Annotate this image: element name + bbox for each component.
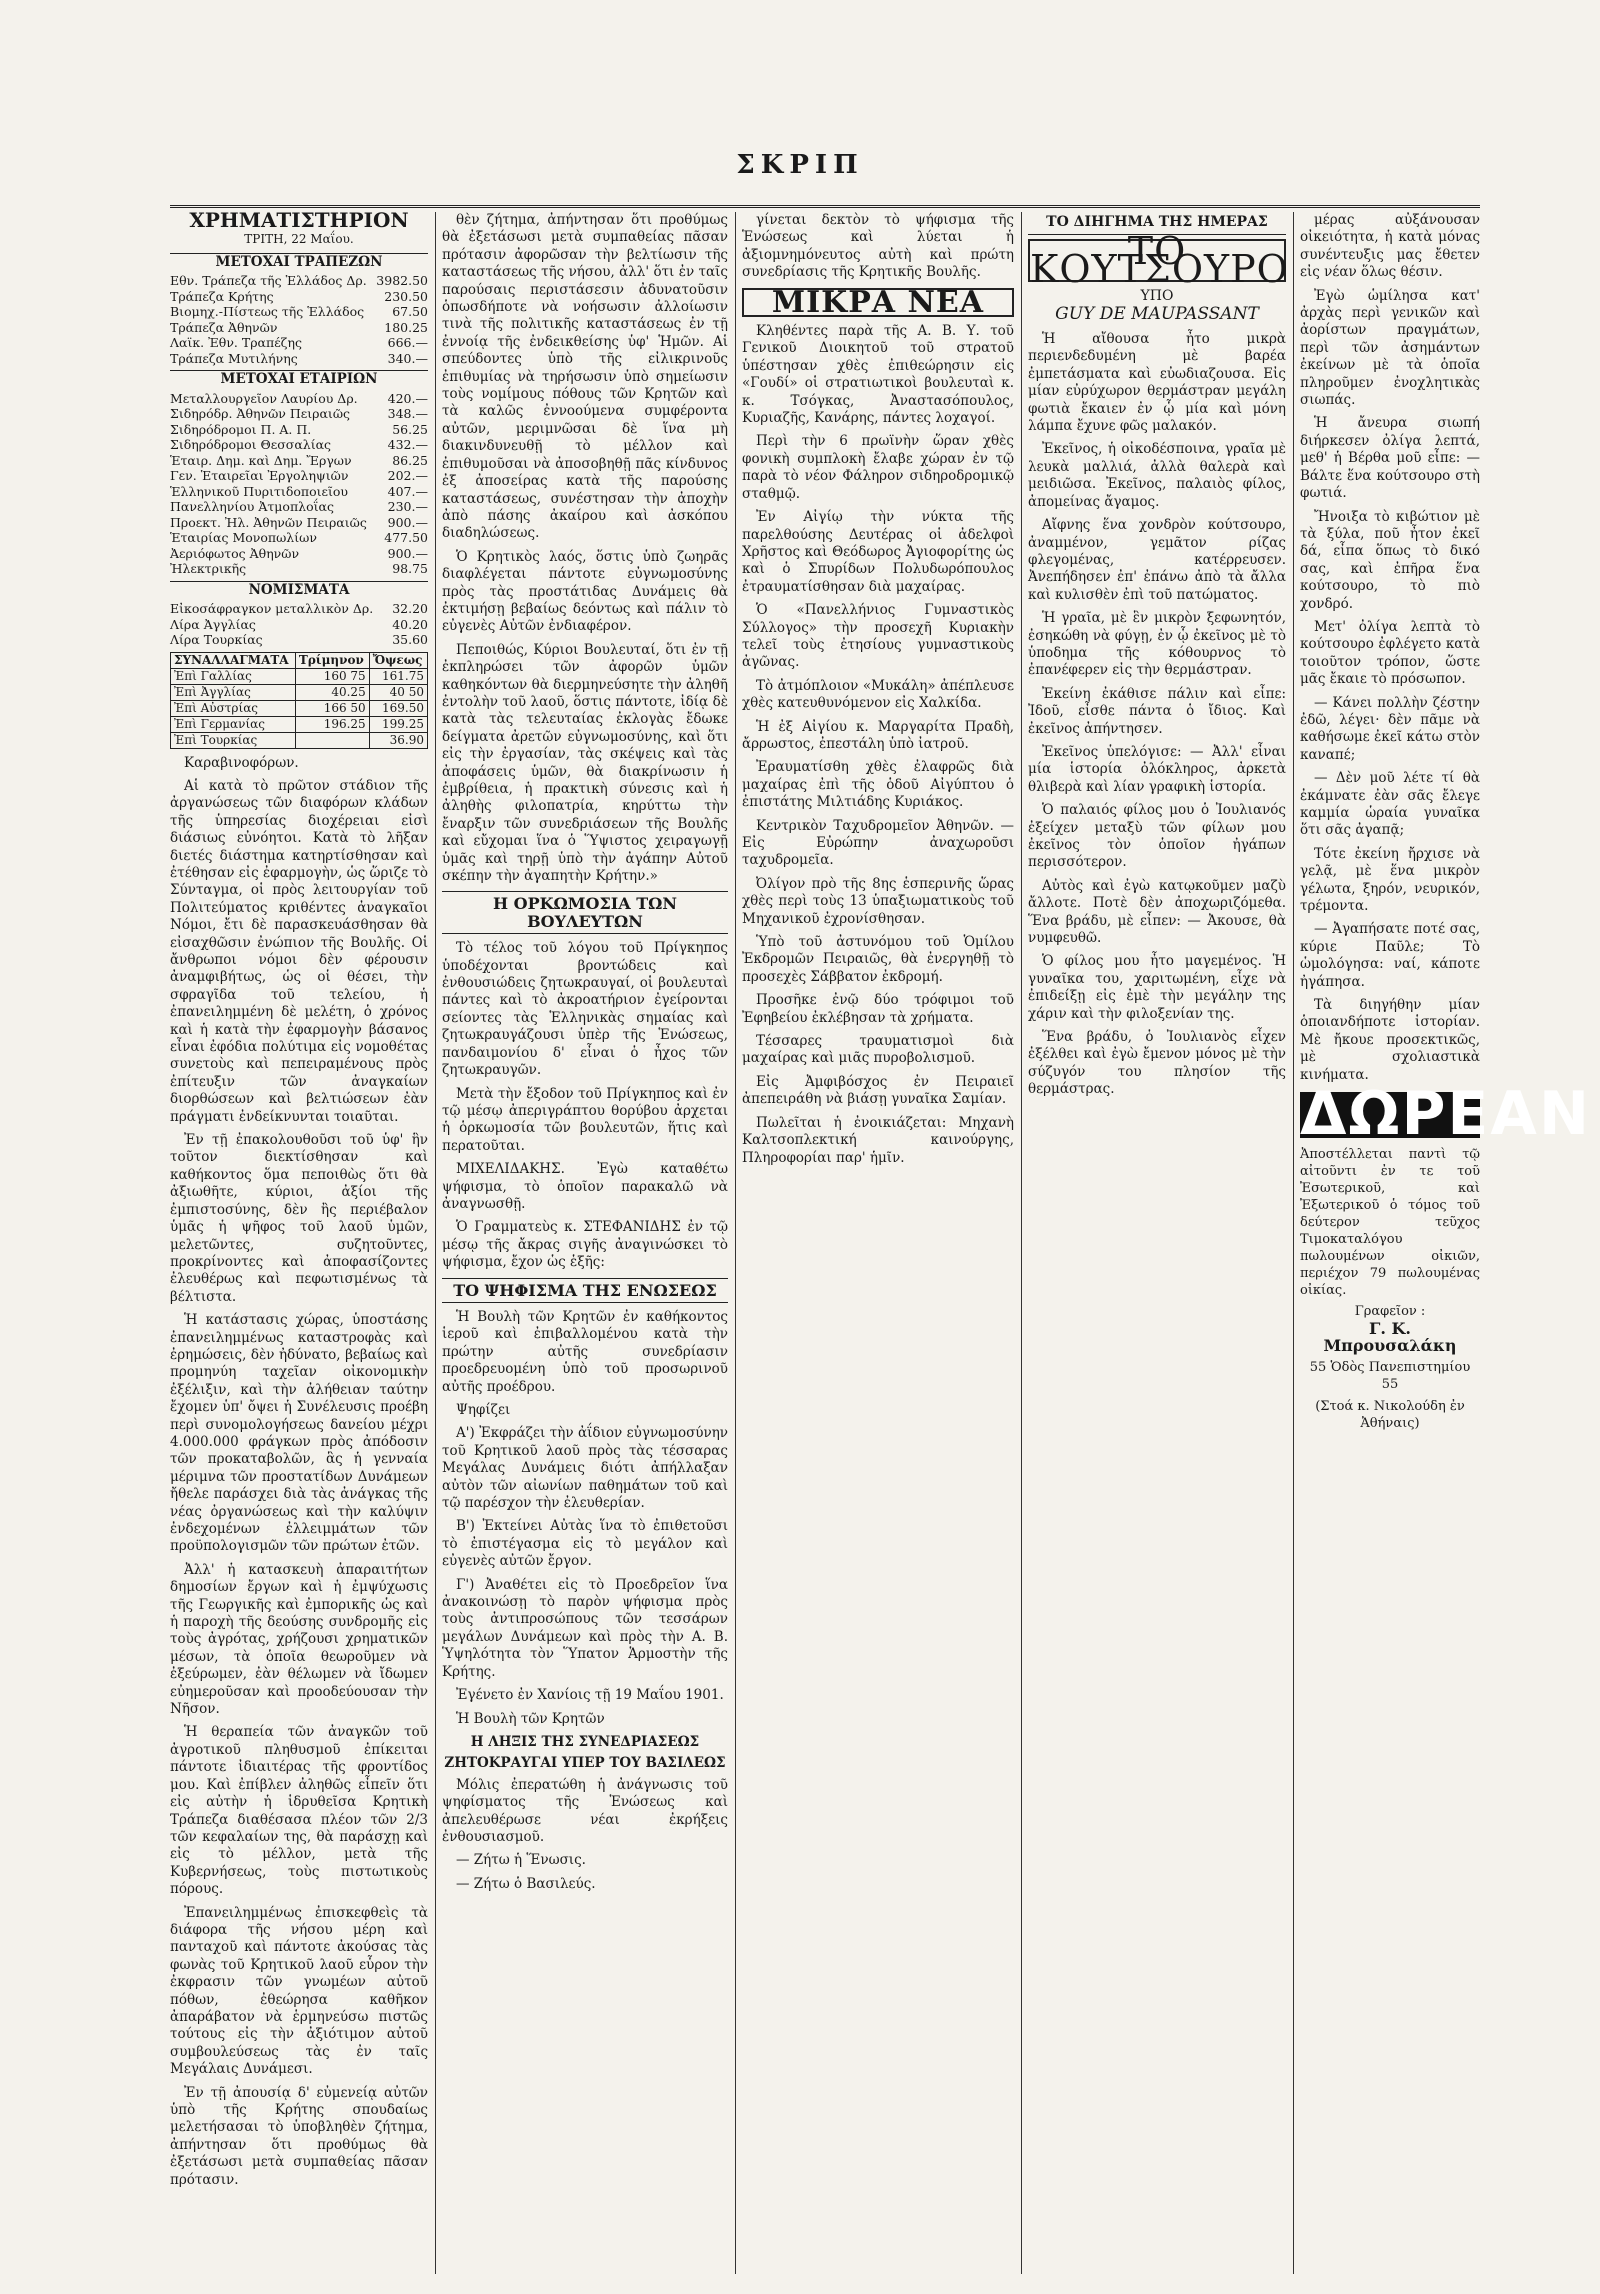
quote-name: Ἑταιρ. Δημ. καὶ Δημ. Ἔργων <box>170 452 352 468</box>
fx-header-cell: Τρίμηνον <box>295 652 369 668</box>
ad-label: Γραφεῖον : <box>1354 1303 1426 1319</box>
quote-value: 40.20 <box>392 616 428 632</box>
quote-name: Εἰκοσάφραγκον μεταλλικὸν Δρ. <box>170 601 374 617</box>
paragraph: Ἐκείνη ἐκάθισε πάλιν καὶ εἶπε: Ἰδοῦ, εἶσθε πάντα ὁ ἴδιος. Καὶ ἐκεῖνος ἀπήντησεν. <box>1028 685 1286 737</box>
fx-row <box>171 668 428 684</box>
paragraph: Ἡ θεραπεία τῶν ἀναγκῶν τοῦ ἀγροτικοῦ πληθυσμοῦ ἐπίκειται πάντοτε ἰδιαιτέρας τῆς φροντίδος μου. Καὶ ἐπίβλεν ἀληθῶς εἶπεῖν ὅτι εἰς αὐτὴν ἡ ἱδρυθεῖσα Κρητικὴ Τράπεζα διαθέσασα πλέον τῶν 2/3 τῶν κεφαλαίων της, θὰ παράσχῃ καὶ εἰς τὸ μέλλον, μετὰ τῆς Κυβερνήσεως, τοὺς πιστωτικοὺς πόρους. <box>170 1724 428 1898</box>
paragraph: Ἤνοιξα τὸ κιβώτιον μὲ τὰ ξύλα, ποῦ ἦτον ἐκεῖ δά, εἶπα ὅπως τὸ δικό σας, καὶ ἐπῆρα ἕνα κούτσουρο, τὸ πιὸ χονδρό. <box>1300 508 1480 612</box>
fx-row <box>171 732 428 748</box>
quote-value: 230.50 <box>384 288 428 304</box>
paragraph: Γ') Ἀναθέτει εἰς τὸ Προεδρεῖον ἵνα ἀνακοινώσῃ τὸ παρὸν ψήφισμα πρὸς τοὺς ἀντιπροσώπους τῶν τεσσάρων μεγάλων Δυνάμεων καὶ πρὸς τὴν Α. Β. Ὑψηλότητα τὸν Ὕπατον Ἁρμοστὴν τῆς Κρήτης. <box>442 1576 728 1680</box>
quote-row <box>170 617 428 633</box>
quote-row <box>170 391 428 407</box>
quote-row <box>170 601 428 617</box>
quote-value: 56.25 <box>392 421 428 437</box>
paragraph: Αἴφνης ἕνα χονδρὸν κούτσουρο, ἀναμμένον, γεμᾶτον ρίζας φλεγομένας, κατέρρευσεν. Ἀνεπήδησεν ἐπ' ἐπάνω ἀπὸ τὰ ἄλλα καὶ κυλισθὲν ἐπὶ τοῦ πατώματος. <box>1028 517 1286 603</box>
quote-name: Ἀεριόφωτος Ἀθηνῶν <box>170 545 300 561</box>
quote-name: Τράπεζα Μυτιλήνης <box>170 350 298 366</box>
paragraph: Ἡ ἄνευρα σιωπή διήρκεσεν ὀλίγα λεπτά, μεθ' ἡ Βέρθα μοῦ εἶπε: — Βάλτε ἕνα κούτσουρο στὴ φωτιά. <box>1300 415 1480 502</box>
quote-value: 32.20 <box>392 601 428 617</box>
quote-name: Τράπεζα Ἀθηνῶν <box>170 319 278 335</box>
quote-value: 230.— <box>387 499 428 515</box>
paragraph: ΜΙΧΕΛΙΔΑΚΗΣ. Ἐγὼ καταθέτω ψήφισμα, τὸ ὁποῖον παρακαλῶ νὰ ἀναγνωσθῇ. <box>442 1161 728 1212</box>
coins-heading: ΝΟΜΙΣΜΑΤΑ <box>170 581 428 599</box>
column-rule <box>435 212 436 2274</box>
quote-name: Γεν. Ἑταιρεῖαι Ἐργοληψιῶν <box>170 468 349 484</box>
story-title: ΤΟ ΚΟΥΤΣΟΥΡΟ <box>1030 229 1289 291</box>
quote-row <box>170 437 428 453</box>
paragraph: Ὁ Κρητικὸς λαός, ὅστις ὑπὸ ζωηρᾶς διαφλέγεται πάντοτε εὐγνωμοσύνης πρὸς τὰς προστάτιδας Δυνάμεις θὰ ἐκτιμήσῃ βεβαίως δεόντως καὶ πάλιν τὸ εὐγενὲς Αὐτῶν ἐνδιαφέρον. <box>442 548 728 635</box>
paragraph: Ἐν Αἰγίῳ τὴν νύκτα τῆς παρελθούσης Δευτέρας οἱ ἀδελφοὶ Χρῆστος καὶ Θεόδωρος Ἀγιοφορίτης ὡς καὶ ὁ Σπυρίδων Πολυδωρόπουλος ἐτραυματίσθησαν διὰ μαχαίρας. <box>742 509 1014 595</box>
paragraph: Περὶ τὴν 6 πρωϊνὴν ὥραν χθὲς φονικὴ συμπλοκὴ ἔλαβε χώραν ἐν τῷ παρὰ τὸ νέον Φάληρον σιδηροδρομικῷ σταθμῷ. <box>742 433 1014 502</box>
coins-table <box>170 601 428 648</box>
fx-header-cell: Ὄψεως <box>369 652 427 668</box>
column-1 <box>170 208 428 2274</box>
quote-row <box>170 515 428 531</box>
quote-row <box>170 273 428 289</box>
quote-name: Λίρα Ἀγγλίας <box>170 616 256 632</box>
quote-row <box>170 632 428 648</box>
quote-value: 98.75 <box>392 561 428 577</box>
paragraph: Ἐν τῇ ἐπακολουθοῦσι τοῦ ὑφ' ἣν τοῦτον διεκτίσθησαν καὶ καθήκοντος ὅμα πεποιθὼς ὅτι θὰ ἀξιωθῆτε, κύριοι, ἀξίοι τῆς ἐμπιστοσύνης, δὲν ἢς περιέβαλον ὑμᾶς ἡ ψῆφος τοῦ λαοῦ ὑμῶν, μελετῶντες, συζητοῦντες, προκρίνοντες καὶ ἀποφασίζοντες ἐλευθέρως καὶ πεφωτισμένως τὰ βέλτιστα. <box>170 1132 428 1305</box>
quote-value: 407.— <box>387 483 428 499</box>
quote-row <box>170 351 428 367</box>
paragraph: Κληθέντες παρὰ τῆς Α. Β. Υ. τοῦ Γενικοῦ Διοικητοῦ τοῦ στρατοῦ ὑπέστησαν χθὲς ἐπιθεώρησιν εἰς «Γουδί» οἱ στρατιωτικοὶ βουλευταὶ κ. κ. Τσόγκας, Ἀναστασόπουλος, Κυριαζῆς, Κανάρης, πάντες λοχαγοί. <box>742 323 1014 427</box>
paragraph: Προσῆκε ἐνῷ δύο τρόφιμοι τοῦ Ἐφηβείου ἐκλέβησαν τὰ χρήματα. <box>742 992 1014 1026</box>
quote-row <box>170 406 428 422</box>
quote-row <box>170 422 428 438</box>
quote-value: 666.— <box>387 335 428 351</box>
paragraph: — Ζήτω ἡ Ἕνωσις. <box>456 1852 586 1869</box>
paragraph: Αἱ κατὰ τὸ πρῶτον στάδιον τῆς ἀργανώσεως τῶν διαφόρων κλάδων τῆς ὑπηρεσίας διοχέρειαι εἰσὶ διάσιως εὐνόητοι. Κατὰ τὸ λῆξαν διετές διάστημα κατηρτίσθησαν καὶ ἐτέθησαν εἰς ἐφαρμογὴν, ὡς ὥριζε τὸ Σύνταγμα, οἱ πρὸς λειτουργίαν τοῦ Πολιτεύματος κριθέντες ἀναγκαῖοι Νόμοι, ἔτι δὲ παρασκευάσθησαν θὰ εἰσαχθῶσιν ἐνώπιον τῆς Βουλῆς. Οἱ ἄνθρωποι νόμοι δὲν φέρουσιν ἀναμφιβήτως, ὡς οἱ θέσει, τὴν σφραγῖδα τοῦ τελείου, ἡ ἐπανειλημμένη δὲ μελέτη, ὁ χρόνος καὶ ἡ κατὰ τὴν ἐφαρμογὴν βάσανος εἶναι ἐφόδια πολύτιμα εἰς νομοθέτας συνετοὺς καὶ πεπειραμένους πρὸς ἐπίτευξιν τῶν ἀναγκαίων διορθώσεων καὶ βελτιώσεων ἐὰν πράγματι ἐνδείκνυνται τοιαῦται. <box>170 777 428 1125</box>
fx-three-month: 166 50 <box>295 700 369 716</box>
col3-intro: γίνεται δεκτὸν τὸ ψήφισμα τῆς Ἑνώσεως καὶ λύεται ἡ ἀξιομνημόνευτος αὐτὴ καὶ πρώτη συνεδρίασις τῆς Κρητικῆς Βουλῆς. <box>742 212 1014 281</box>
fx-name: Ἐπὶ Αὐστρίας <box>171 700 296 716</box>
quote-value: 900.— <box>387 514 428 530</box>
paragraph: Καραβινοφόρων. <box>184 754 299 771</box>
paragraph: Πεποιθώς, Κύριοι Βουλευταί, ὅτι ἐν τῇ ἐκπληρώσει τῶν ἀφορῶν ὑμῶν καθηκόντων θὰ διερμηνεύσητε τὴν ἀληθῆ ἐντολὴν τοῦ λαοῦ, ὅστις πάντοτε, ἰδίᾳ δὲ κατὰ τὰς τελευταίας ἐκλογὰς ἔδωκε δείγματα ἀρετῶν εὐγνωμοσύνης, καὶ ὅτι εἰς τὴν ἐργασίαν, τὰς σκέψεις καὶ τὰς ἀποφάσεις ὑμῶν, θὰ διακρίνωσιν ἡ ἐμβρίθεια, ἡ πρακτικὴ σύνεσις καὶ ἡ ἀληθὴς φιλοπατρία, κηρύττω τὴν ἔναρξιν τῶν συνεδριάσεων τῆς Βουλῆς καὶ εὔχομαι ἵνα ὁ Ὕψιστος χειραγωγῇ ὑμᾶς καὶ τηρῇ ὑπὸ τὴν ἀγάπην Αὐτοῦ σκέπην τὴν ἀγαπητὴν Κρήτην.» <box>442 641 728 885</box>
quote-row <box>170 499 428 515</box>
quote-value: 3982.50 <box>376 273 428 289</box>
fx-name: Ἐπὶ Τουρκίας <box>171 732 296 748</box>
quote-value: 348.— <box>387 406 428 422</box>
paragraph: Ἐκεῖνος, ἡ οἰκοδέσποινα, γραῖα μὲ λευκὰ μαλλιά, ἀλλὰ θαλερὰ καὶ μειδιῶσα. Ἐκεῖνος, παλαιὸς φίλος, ἀπομείνας ἄγαμος. <box>1028 441 1286 510</box>
paragraph: Ἡ γραῖα, μὲ ἓν μικρὸν ξεφωνητόν, ἐσηκώθη νὰ φύγῃ, ἐν ᾧ ἐκεῖνος μὲ τὸ ὑποδημα τῆς κόθουρνος τὸ ἐπανέφερεν εἰς τὴν θερμάστραν. <box>1028 610 1286 679</box>
quote-name: Μεταλλουργεῖον Λαυρίου Δρ. <box>170 390 358 406</box>
fx-three-month <box>295 732 369 748</box>
paragraph: Ἡ Βουλὴ τῶν Κρητῶν ἐν καθήκοντος ἱεροῦ καὶ ἐπιβαλλομένου κατὰ τὴν πρώτην αὐτῆς συνεδρίασιν προεδρευομένη ὑπὸ τοῦ προσωρινοῦ αὐτῆς προέδρου. <box>442 1308 728 1395</box>
paragraph: Ὑπὸ τοῦ ἀστυνόμου τοῦ Ὁμίλου Ἐκδρομῶν Πειραιῶς, θὰ ἐνεργηθῇ τὸ προσεχὲς Σάββατον ἐκδρομή. <box>742 934 1014 985</box>
vote-text <box>442 1309 728 1728</box>
quote-name: Πανελληνίου Ἀτμοπλοΐας <box>170 499 334 515</box>
oath-text <box>442 940 728 1271</box>
quote-name: Ἑταιρίας Μονοπωλίων <box>170 530 317 546</box>
fx-name: Ἐπὶ Ἀγγλίας <box>171 684 296 700</box>
column-4 <box>1028 212 1289 2274</box>
quote-row <box>170 335 428 351</box>
paragraph: Ἐγένετο ἐν Χανίοις τῇ 19 Μαΐου 1901. <box>456 1687 724 1704</box>
exchange-date: ΤΡΙΤΗ, 22 Μαΐου. <box>244 232 354 247</box>
column-rule <box>735 212 736 2274</box>
quote-value: 340.— <box>387 350 428 366</box>
exchange-rates-table <box>170 652 428 749</box>
column-3 <box>742 212 1014 2274</box>
column-rule <box>1293 212 1294 2274</box>
fx-header-cell: ΣΥΝΑΛΛΑΓΜΑΤΑ <box>171 652 296 668</box>
quote-value: 180.25 <box>384 319 428 335</box>
quote-name: Σιδηρόδρομοι Π. Α. Π. <box>170 421 312 437</box>
fx-row <box>171 716 428 732</box>
quote-name: Προεκτ. Ἠλ. Ἀθηνῶν Πειραιῶς <box>170 514 367 530</box>
fx-sight: 169.50 <box>369 700 427 716</box>
paragraph: Ἐραυματίσθη χθὲς ἐλαφρῶς διὰ μαχαίρας ἐπὶ τῆς ὁδοῦ Αἰγύπτου ὁ ἐπιστάτης Μιλτιάδης Κυριάκος. <box>742 759 1014 811</box>
paragraph: — Ἀγαπήσατε ποτέ σας, κύριε Παῦλε; Τὸ ὡμολόγησα: ναί, κάποτε ἠγάπησα. <box>1300 921 1480 990</box>
fx-sight: 161.75 <box>369 668 427 684</box>
paragraph: Αὐτὸς καὶ ἐγὼ κατῳκοῦμεν μαζὺ ἄλλοτε. Ποτὲ δὲν ἀποχωριζόμεθα. Ἕνα βράδυ, μὲ εἶπεν: — Ἀκουσε, θὰ νυμφευθῶ. <box>1028 877 1286 947</box>
paragraph: Ψηφίζει <box>456 1402 511 1418</box>
paragraph: μέρας αὐξάνουσαν οἰκειότητα, ἡ κατὰ μόνας συνέντευξις μας ἔθετεν εἰς νέαν ὅλως θέσιν. <box>1300 212 1480 281</box>
ad-banner: ΔΩΡΕΑΝ <box>1300 1079 1592 1150</box>
quote-value: 67.50 <box>392 304 428 320</box>
paragraph: Ἕνα βράδυ, ὁ Ἰουλιανὸς εἶχεν ἐξέλθει καὶ ἐγὼ ἔμενον μόνος μὲ τὴν σύζυγόν του πλησίον τῆς θερμάστρας. <box>1028 1029 1286 1098</box>
quote-row <box>170 484 428 500</box>
acclaim-text <box>442 1777 728 1893</box>
paragraph: Ὀλίγον πρὸ τῆς 8ης ἑσπερινῆς ὥρας χθὲς περὶ τοὺς 13 ὑπαξιωματικοὺς τοῦ Μηχανικοῦ ἐχρονίσθησαν. <box>742 875 1014 927</box>
story-author: GUY DE MAUPASSANT <box>1055 303 1259 324</box>
acclaim-heading: Η ΛΗΞΙΣ ΤΗΣ ΣΥΝΕΔΡΙΑΣΕΩΣ <box>470 1733 700 1750</box>
quote-row <box>170 289 428 305</box>
news-heading: ΜΙΚΡΑ ΝΕΑ <box>742 288 1014 317</box>
ad-address: 55 Ὁδὸς Πανεπιστημίου 55 <box>1309 1359 1471 1393</box>
paragraph: Μόλις ἐπερατώθη ἡ ἀνάγνωσις τοῦ ψηφίσματος τῆς Ἑνώσεως καὶ ἀπελευθέρωσε νέαι ἐκρήξεις ἐνθουσιασμοῦ. <box>442 1776 728 1845</box>
quote-row <box>170 320 428 336</box>
fx-row <box>171 700 428 716</box>
acclaim-subheading: ΖΗΤΟΚΡΑΥΓΑΙ ΥΠΕΡ ΤΟΥ ΒΑΣΙΛΕΩΣ <box>444 1755 726 1772</box>
quote-name: Σιδηρόδρ. Ἀθηνῶν Πειραιῶς <box>170 406 351 422</box>
paragraph: θὲν ζήτημα, ἀπήντησαν ὅτι προθύμως θὰ ἐξετάσωσι μετὰ συμπαθείας πᾶσαν πρότασιν ἀφορῶσαν τὴν βελτίωσιν τῆς καταστάσεως τῆς νήσου, ἀλλ' ὅτι ἐν ταῖς παρούσαις περιστάσεσιν ἀδυνατοῦσιν ὁπωσδήποτε νὰ νοήσωσιν ἀλλοίωσιν τινὰ τῆς πολιτικῆς καταστάσεως ἐν τῇ ἐννοίᾳ τῆς ἐνδεικθείσης ὑφ' Ἡμῶν. Αἱ σπεύδοντες ὑπὸ τῆς εἰλικρινοῦς ἐπιθυμίας νὰ τηρήσωσιν ὑπὸ σημείωσιν τοὺς νομίμους πόθους τῶν Κρητῶν καὶ τὰ καλῶς ἐννοούμενα συμφέροντα αὐτῶν, μεριμνῶσαι δὲ ἵνα μὴ διακινδυνευθῇ τὸ μέλλον καὶ ἐπιθυμοῦσαι νὰ ἀποσοβηθῇ πᾶς κίνδυνος ἐξ ἀποσείρας κατὰ τῆς παρούσης καταστάσεως, συνέστησαν τὴν ἀποχὴν ἀπὸ πάσης ἀκαίρου καὶ ἀσκόπου διαδηλώσεως. <box>442 212 728 542</box>
fx-three-month: 40.25 <box>295 684 369 700</box>
paragraph: — Κάνει πολλὴν ζέστην ἐδῶ, λέγει· δὲν πᾶμε νὰ καθήσωμε ἐκεῖ κάτω στὸν καναπέ; <box>1300 694 1480 763</box>
column-rule <box>1021 212 1022 2274</box>
paragraph: Τὸ ἀτμόπλοιον «Μυκάλη» ἀπέπλευσε χθὲς κατευθυνόμενον εἰς Χαλκίδα. <box>742 677 1014 712</box>
bank-shares-heading: ΜΕΤΟΧΑΙ ΤΡΑΠΕΖΩΝ <box>170 253 428 271</box>
quote-value: 35.60 <box>392 632 428 648</box>
paragraph: Πωλεῖται ἡ ἐνοικιάζεται: Μηχανὴ Καλτσοπλεκτική καινούργης, Πληροφορίαι παρ' ἡμῖν. <box>742 1114 1014 1166</box>
exchange-title: ΧΡΗΜΑΤΙΣΤΗΡΙΟΝ <box>189 208 409 232</box>
quote-value: 432.— <box>387 437 428 453</box>
paragraph: Μετ' ὀλίγα λεπτὰ τὸ κούτσουρο ἐφλέγετο κατὰ τοιοῦτον τρόπον, ὥστε μᾶς ἔκαιε τὸ πρόσωπον. <box>1300 618 1480 688</box>
quote-name: Ἠλεκτρικῆς <box>170 561 247 577</box>
paragraph: Τὸ τέλος τοῦ λόγου τοῦ Πρίγκηπος ὑποδέχονται βροντώδεις καὶ ἐνθουσιώδεις ζητωκραυγαί, οἱ βουλευταὶ πάντες καὶ τὸ ἀκροατήριον ἐγείρονται σείοντες τὰς Ἑλληνικὰς σημαίας καὶ ζητωκραυγάζουσι ὑπὲρ τῆς Ἑνώσεως, πανδαιμονίου δ' εἶναι ὁ ἦχος τῶν ζητωκραυγῶν. <box>442 940 728 1079</box>
paragraph: Μετὰ τὴν ἔξοδον τοῦ Πρίγκηπος καὶ ἐν τῷ μέσῳ ἀπεριγράπτου θορύβου ἀρχεται ἡ ὁρκωμοσία τῶν βουλευτῶν, ἥτις καὶ περατοῦται. <box>442 1085 728 1154</box>
quote-name: Βιομηχ.-Πίστεως τῆς Ἑλλάδος <box>170 304 365 320</box>
paragraph: — Ζήτω ὁ Βασιλεύς. <box>456 1875 596 1892</box>
quote-value: 900.— <box>387 545 428 561</box>
quote-name: Λίρα Τουρκίας <box>170 632 263 648</box>
fx-sight: 36.90 <box>369 732 427 748</box>
news-text <box>742 323 1014 1167</box>
company-shares-table <box>170 391 428 577</box>
col5-text <box>1300 212 1480 1084</box>
col1-text <box>170 755 428 2190</box>
quote-name: Σιδηρόδρομοι Θεσσαλίας <box>170 437 332 453</box>
paragraph: Τὰ διηγήθην μίαν ὁποιανδήποτε ἱστορίαν. Μὲ ἤκουε προσεκτικῶς, μὲ σχολιαστικὰ κινήματα. <box>1300 997 1480 1083</box>
paragraph: Ἡ αἴθουσα ἦτο μικρὰ περιενδεδυμένη μὲ βαρέα ἐμπετάσματα καὶ εὐωδιαζουσα. Εἰς μίαν εὐρύχωρον θερμάστραν μεγάλη φωτιὰ ἔκαιεν ἐν ᾧ μία καὶ μόνη λάμπα ἔχυνε φῶς μαλακόν. <box>1028 331 1286 435</box>
fx-three-month: 196.25 <box>295 716 369 732</box>
paragraph: Ἡ Βουλὴ τῶν Κρητῶν <box>456 1710 605 1727</box>
story-text <box>1028 331 1286 1099</box>
paragraph: Τέσσαρες τραυματισμοὶ διὰ μαχαίρας καὶ μιᾶς πυροβολισμοῦ. <box>742 1033 1014 1067</box>
quote-name: Εθν. Τράπεζα τῆς Ἑλλάδος Δρ. <box>170 273 367 289</box>
paragraph: Ἡ κατάστασις χώρας, ὑποστάσης ἐπανειλημμένως καταστροφὰς καὶ ἐρημώσεις, δὲν ἠδύνατο, βεβαίως καὶ προμηνύη ταχεῖαν οἰκονομικὴν ἐξέλιξιν, καὶ τὴν ἀλήθειαν ταύτην ἔχομεν ὑπ' ὄψει ἡ Συνέλευσις προέβη περὶ συνομολογήσεως δανείου μέχρι 4.000.000 φράγκων πρὸς ἀπόδοσιν τῶν προκαταβολῶν, ἃς ἡ γενναία μέριμνα τῶν προστατίδων Δυνάμεων ἤθελε παράσχει διὰ τὰς ἀνάγκας τῆς νέας ὀργανώσεως καὶ τὴν καλύψιν ἐνδεχομένων ἐλλειμμάτων τῶν προϋπολογισμῶν τῶν πρώτων ἐτῶν. <box>170 1312 428 1555</box>
paragraph: — Δὲν μοῦ λέτε τί θὰ ἐκάμνατε ἐὰν σᾶς ἔλεγε καμμία ὡραία γυναῖκα ὅτι σᾶς ἀγαπᾷ; <box>1300 770 1480 839</box>
quote-value: 477.50 <box>384 530 428 546</box>
fx-header-row <box>171 652 428 668</box>
paragraph: Α') Ἐκφράζει τὴν ἀΐδιον εὐγνωμοσύνην τοῦ Κρητικοῦ λαοῦ πρὸς τὰς τέσσαρας Μεγάλας Δυνάμεις διότι ἀπήλλαξαν αὐτὸν τῶν αἰωνίων παθημάτων τοῦ καὶ τῷ παρέσχον τὴν ἐλευθερίαν. <box>442 1425 728 1512</box>
column-2 <box>442 212 728 2274</box>
paragraph: Ἡ ἐξ Αἰγίου κ. Μαργαρίτα Πραδὴ, ἄρρωστος, ἐπεστάλη ὑπὸ ἰατροῦ. <box>742 718 1014 752</box>
fx-sight: 40 50 <box>369 684 427 700</box>
oath-heading: Η ΟΡΚΩΜΟΣΙΑ ΤΩΝ ΒΟΥΛΕΥΤΩΝ <box>442 891 728 934</box>
paragraph: Ὁ «Πανελλήνιος Γυμναστικὸς Σύλλογος» τὴν προσεχῆ Κυριακὴν τελεῖ τοὺς ἐτησίους γυμναστικοὺς ἀγῶνας. <box>742 602 1014 671</box>
fx-row <box>171 684 428 700</box>
quote-value: 202.— <box>387 468 428 484</box>
masthead: ΣΚΡΙΠ <box>736 150 864 180</box>
quote-row <box>170 453 428 469</box>
paragraph: Τότε ἐκείνη ἤρχισε νὰ γελᾷ, μὲ ἕνα μικρὸν γέλωτα, ξηρόν, νευρικόν, τρέμοντα. <box>1300 845 1480 915</box>
paragraph: Ἐν τῇ ἀπουσίᾳ δ' εὐμενείᾳ αὐτῶν ὑπὸ τῆς Κρήτης σπουδαίως μελετήσασαι τὸ ὑποβληθὲν ζήτημα, ἀπήντησαν ὅτι προθύμως θὰ ἐξετάσωσι μετὰ συμπαθείας πᾶσαν πρότασιν. <box>170 2084 428 2188</box>
quote-value: 86.25 <box>392 452 428 468</box>
ad-name: Γ. Κ. Μπρουσαλάκη <box>1323 1318 1457 1356</box>
story-by: ΥΠΟ <box>1140 288 1174 305</box>
paragraph: Ὁ παλαιός φίλος μου ὁ Ἰουλιανός ἐξείχεν μεταξὺ τῶν φίλων μου ἐκεῖνος τὸν ὁποῖον ἠγάπων περισσότερον. <box>1028 802 1286 871</box>
quote-row <box>170 561 428 577</box>
col2-text <box>442 212 728 885</box>
story-kicker: ΤΟ ΔΙΗΓΗΜΑ ΤΗΣ ΗΜΕΡΑΣ <box>1028 212 1286 235</box>
quote-row <box>170 468 428 484</box>
paragraph: Ἐκεῖνος ὑπελόγισε: — Ἀλλ' εἶναι μία ἱστορία ὀλόκληρος, ἀρκετὰ θλιβερὰ καὶ λίαν γραφικὴ ἱστορία. <box>1028 743 1286 795</box>
quote-row <box>170 304 428 320</box>
fx-three-month: 160 75 <box>295 668 369 684</box>
company-shares-heading: ΜΕΤΟΧΑΙ ΕΤΑΙΡΙΩΝ <box>170 370 428 388</box>
fx-sight: 199.25 <box>369 716 427 732</box>
paragraph: Ἐπανειλημμένως ἐπισκεφθεὶς τὰ διάφορα τῆς νήσου μέρη καὶ πανταχοῦ καὶ πάντοτε ἀκούσας τὰς φωνὰς τοῦ Κρητικοῦ λαοῦ εὗρον τὴν ἐκφρασιν τῶν γνωμέων αὐτοῦ πόθων, ἐθεώρησα καθῆκον ἀπαράβατον νὰ ἑρμηνεύσω πιστῶς τούτους εἰς τὴν ἀξιότιμον αὐτοῦ συμβουλεύσεως τὰς ἐν ταῖς Μεγάλαις Δυνάμεσι. <box>170 1904 428 2078</box>
quote-name: Τράπεζα Κρήτης <box>170 288 274 304</box>
fx-name: Ἐπὶ Γαλλίας <box>171 668 296 684</box>
ad-address-2: (Στοά κ. Νικολούδη ἐν Ἀθήναις) <box>1315 1398 1465 1431</box>
fx-name: Ἐπὶ Γερμανίας <box>171 716 296 732</box>
quote-row <box>170 530 428 546</box>
paragraph: Ἀλλ' ἡ κατασκευὴ ἀπαραιτήτων δημοσίων ἔργων καὶ ἡ ἐμψύχωσις τῆς Γεωργικῆς καὶ ἐμπορικῆς ὡς καὶ ἡ παροχὴ τῆς δεούσης συνδρομῆς εἰς τοὺς ἀγρότας, χρήζουσι χρηματικῶν μέσων, τὰ ὁποῖα θεωροῦμεν νὰ ἐξεύρωμεν, ἐὰν θέλωμεν νὰ ἴδωμεν εὐημεροῦσαν καὶ προοδεύουσαν τὴν Νῆσον. <box>170 1561 428 1718</box>
quote-name: Ἑλληνικοῦ Πυριτιδοποιεῖου <box>170 483 349 499</box>
paragraph: Ἐγὼ ὡμίλησα κατ' ἀρχὰς περὶ γενικῶν καὶ ἀορίστων πραγμάτων, περὶ τῶν ἀσημάντων ἐκείνων μὲ τὰ ὁποῖα πληροῦμεν ἐνοχλητικὰς σιωπάς. <box>1300 287 1480 409</box>
paragraph: Εἰς Ἀμφιβόσχος ἐν Πειραιεῖ ἀπεπειράθη νὰ βιάσῃ γυναῖκα Σαμίαν. <box>742 1073 1014 1108</box>
paragraph: Κεντρικὸν Ταχυδρομεῖον Ἀθηνῶν. — Εἰς Εὐρώπην ἀναχωροῦσι ταχυδρομεῖα. <box>742 817 1014 869</box>
quote-value: 420.— <box>387 390 428 406</box>
column-5 <box>1300 212 1592 2274</box>
quote-row <box>170 546 428 562</box>
paragraph: Β') Ἐκτείνει Αὐτὰς ἵνα τὸ ἐπιθετοῦσι τὸ ἐπιστέγασμα εἰς τὸ μεγάλον καὶ εὐγενὲς αὐτῶν ἔργον. <box>442 1518 728 1570</box>
quote-name: Λαϊκ. Ἐθν. Τραπέζης <box>170 335 302 351</box>
paragraph: Ὁ φίλος μου ἦτο μαγεμένος. Ἡ γυναῖκα του, χαριτωμένη, εἶχε νὰ ἐπιδείξῃ εἰς ἐμὲ τὴν μεγάλην της χάριν καὶ τὴν φιλοξενίαν της. <box>1028 953 1286 1022</box>
ad-text: Ἀποστέλλεται παντὶ τῷ αἰτοῦντι ἐν τε τοῦ Ἐσωτερικοῦ, καὶ Ἐξωτερικοῦ ὁ τόμος τοῦ δεύτερον τεῦχος Τιμοκαταλόγου πωλουμένων οἰκιῶν, περιέχον 79 πωλουμένας οἰκίας. <box>1300 1146 1480 1298</box>
vote-heading: ΤΟ ΨΗΦΙΣΜΑ ΤΗΣ ΕΝΩΣΕΩΣ <box>442 1278 728 1303</box>
bank-shares-table <box>170 273 428 366</box>
paragraph: Ὁ Γραμματεὺς κ. ΣΤΕΦΑΝΙΔΗΣ ἐν τῷ μέσῳ τῆς ἄκρας σιγῆς ἀναγινώσκει τὸ ψήφισμα, ἔχον ὡς ἑξῆς: <box>442 1219 728 1271</box>
